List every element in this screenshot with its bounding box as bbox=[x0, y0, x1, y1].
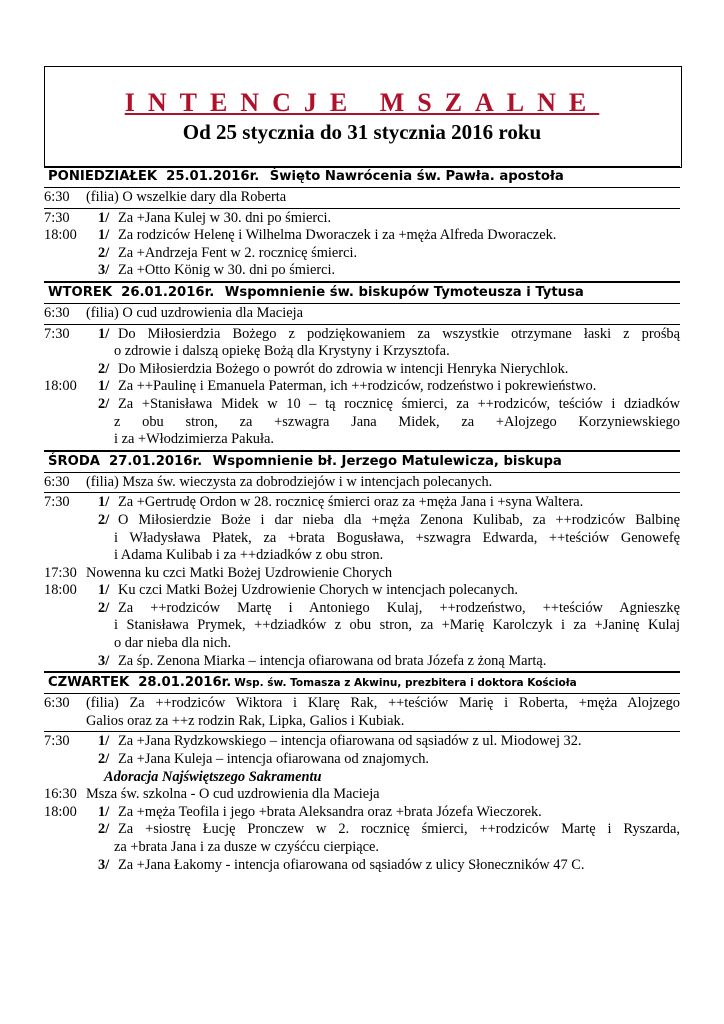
intention-text: o zdrowie i dalszą opiekę Bożą dla Krystyny i Krzysztofa. bbox=[114, 343, 450, 360]
intention-line bbox=[44, 396, 680, 414]
intention-number: 1/ bbox=[98, 378, 110, 395]
day-date: 25.01.2016r. bbox=[166, 169, 260, 184]
day-date: 26.01.2016r. bbox=[121, 284, 215, 300]
mass-time: 6:30 bbox=[44, 304, 70, 321]
intention-text: Za +siostrę Łucję Pronczew w 2. rocznicę śmierci, ++rodziców Martę i Ryszarda, bbox=[118, 821, 680, 838]
intention-text: Za śp. Zenona Miarka – intencja ofiarowana od brata Józefa z żoną Martą. bbox=[118, 652, 547, 669]
mass-time: 6:30 bbox=[44, 189, 70, 205]
mass-time: 16:30 bbox=[44, 786, 77, 803]
intention-text: (filia) O cud uzdrowienia dla Macieja bbox=[86, 304, 303, 321]
page-title: INTENCJE MSZALNE bbox=[124, 88, 600, 117]
intention-text: O Miłosierdzie Boże i dar nieba dla +męża Zenona Kulibab, za ++rodziców Balbinę bbox=[118, 511, 680, 528]
intention-text: za +brata Jana i za dusze w czyśćcu cierpiące. bbox=[114, 839, 379, 855]
day-name: ŚRODA bbox=[48, 453, 101, 469]
intention-number: 2/ bbox=[98, 821, 110, 838]
intention-line bbox=[44, 227, 680, 245]
intention-number: 3/ bbox=[98, 652, 110, 669]
intention-block bbox=[44, 493, 680, 672]
mass-time: 6:30 bbox=[44, 695, 70, 712]
intention-line bbox=[44, 378, 680, 396]
mass-intentions-schedule bbox=[44, 166, 680, 875]
intention-text: Za +Jana Rydzkowskiego – intencja ofiarowana od sąsiadów z ul. Miodowej 32. bbox=[118, 733, 582, 750]
day-name: PONIEDZIAŁEK bbox=[48, 169, 158, 184]
intention-line bbox=[44, 512, 680, 530]
intention-number: 2/ bbox=[98, 599, 110, 616]
mass-time: 18:00 bbox=[44, 227, 77, 244]
intention-line bbox=[44, 262, 680, 280]
intention-text: Ku czci Matki Bożej Uzdrowienie Chorych w intencjach polecanych. bbox=[118, 582, 518, 599]
intention-text: Za +Jana Kulej w 30. dni po śmierci. bbox=[118, 209, 332, 226]
intention-line bbox=[44, 713, 680, 731]
intention-number: 2/ bbox=[98, 751, 110, 768]
intention-line bbox=[44, 414, 680, 432]
intention-number: 2/ bbox=[98, 395, 110, 412]
mass-time: 18:00 bbox=[44, 378, 77, 395]
page-subtitle: Od 25 stycznia do 31 stycznia 2016 roku bbox=[182, 120, 542, 144]
intention-text: Za +Stanisława Midek w 10 – tą rocznicę śmierci, za ++rodziców, teściów i dziadków bbox=[118, 395, 680, 412]
intention-text: (filia) Msza św. wieczysta za dobrodziejów i w intencjach polecanych. bbox=[86, 473, 493, 490]
day-header bbox=[44, 672, 680, 694]
mass-time: 18:00 bbox=[44, 803, 77, 820]
intention-text: i za +Włodzimierza Pakuła. bbox=[114, 431, 274, 448]
intention-line bbox=[44, 839, 680, 857]
intention-block bbox=[44, 209, 680, 282]
intention-text: (filia) Za ++rodziców Wiktora i Klarę Rak, ++teściów Marię i Roberta, +męża Alojzego bbox=[86, 695, 680, 712]
intention-text: (filia) O wszelkie dary dla Roberta bbox=[86, 189, 287, 205]
intention-text: Za ++Paulinę i Emanuela Paterman, ich ++rodziców, rodzeństwo i pokrewieństwo. bbox=[118, 378, 597, 395]
day-feast: Wspomnienie bł. Jerzego Matulewicza, biskupa bbox=[208, 453, 562, 469]
intention-text: Za +Gertrudę Ordon w 28. rocznicę śmierci oraz za +męża Jana i +syna Waltera. bbox=[118, 494, 584, 511]
intention-text: Do Miłosierdzia Bożego z podziękowaniem za wszystkie otrzymane łaski z prośbą bbox=[118, 325, 680, 342]
intention-line bbox=[44, 565, 680, 583]
adoration-heading: Adoracja Najświętszego Sakramentu bbox=[104, 768, 322, 785]
intention-number: 2/ bbox=[98, 244, 110, 261]
intention-text: Galios oraz za ++z rodzin Rak, Lipka, Galios i Kubiak. bbox=[86, 712, 405, 729]
intention-line bbox=[44, 210, 680, 228]
intention-number: 1/ bbox=[98, 227, 110, 244]
intention-line bbox=[44, 600, 680, 618]
intention-number: 1/ bbox=[98, 582, 110, 599]
intention-number: 1/ bbox=[98, 494, 110, 511]
intention-text: i Władysława Płatek, za +brata Bogusława, +szwagra Edwarda, ++teściów Genowefę bbox=[114, 529, 680, 546]
intention-text: Nowenna ku czci Matki Bożej Uzdrowienie Chorych bbox=[86, 564, 393, 581]
intention-number: 1/ bbox=[98, 733, 110, 750]
intention-block bbox=[44, 304, 680, 325]
day-date: 27.01.2016r. bbox=[109, 453, 203, 469]
intention-text: Za +męża Teofila i jego +brata Aleksandra oraz +brata Józefa Wieczorek. bbox=[118, 803, 542, 820]
intention-line bbox=[44, 530, 680, 548]
intention-line bbox=[44, 769, 680, 787]
intention-line bbox=[44, 804, 680, 822]
mass-time: 18:00 bbox=[44, 582, 77, 599]
intention-text: i Adama Kulibab i za ++dziadków z obu stron. bbox=[114, 547, 384, 564]
intention-number: 3/ bbox=[98, 856, 110, 873]
intention-number: 1/ bbox=[98, 803, 110, 820]
day-header bbox=[44, 166, 680, 188]
intention-line bbox=[44, 635, 680, 653]
intention-line bbox=[44, 474, 680, 492]
intention-line bbox=[44, 343, 680, 361]
intention-text: Za +Andrzeja Fent w 2. rocznicę śmierci. bbox=[118, 244, 358, 261]
day-name: CZWARTEK bbox=[48, 675, 130, 691]
intention-line bbox=[44, 326, 680, 344]
intention-text: o dar nieba dla nich. bbox=[114, 635, 232, 652]
intention-number: 1/ bbox=[98, 209, 110, 226]
intention-line bbox=[44, 494, 680, 512]
day-header bbox=[44, 451, 680, 473]
intention-line bbox=[44, 751, 680, 769]
mass-time: 17:30 bbox=[44, 564, 77, 581]
intention-text: i Stanisława Prymek, ++dziadków z obu stron, za +Marię Karolczyk i za +Janinę Kulaj bbox=[114, 617, 680, 634]
mass-time: 7:30 bbox=[44, 325, 70, 342]
mass-time: 7:30 bbox=[44, 209, 70, 226]
intention-text: z obu stron, za +szwagra Jana Midek, za +Alojzego Korzyniewskiego bbox=[114, 413, 680, 430]
intention-number: 2/ bbox=[98, 360, 110, 377]
intention-text: Za ++rodziców Martę i Antoniego Kulaj, ++rodzeństwo, ++teściów Agnieszkę bbox=[118, 599, 680, 616]
intention-line bbox=[44, 653, 680, 671]
intention-block bbox=[44, 325, 680, 451]
day-header bbox=[44, 282, 680, 304]
mass-time: 6:30 bbox=[44, 473, 70, 490]
intention-line bbox=[44, 245, 680, 263]
intention-line bbox=[44, 582, 680, 600]
intention-line bbox=[44, 431, 680, 449]
intention-block bbox=[44, 694, 680, 732]
intention-text: Za +Otto König w 30. dni po śmierci. bbox=[118, 262, 336, 279]
intention-line bbox=[44, 821, 680, 839]
day-feast: Święto Nawrócenia św. Pawła. apostoła bbox=[265, 169, 564, 184]
intention-line bbox=[44, 189, 680, 207]
intention-block bbox=[44, 732, 680, 875]
intention-text: Msza św. szkolna - O cud uzdrowienia dla Macieja bbox=[86, 786, 380, 803]
intention-text: Za rodziców Helenę i Wilhelma Dworaczek i za +męża Alfreda Dworaczek. bbox=[118, 227, 557, 244]
intention-line bbox=[44, 547, 680, 565]
mass-time: 7:30 bbox=[44, 494, 70, 511]
intention-line bbox=[44, 617, 680, 635]
intention-line bbox=[44, 857, 680, 875]
mass-time: 7:30 bbox=[44, 733, 70, 750]
intention-text: Za +Jana Łakomy - intencja ofiarowana od sąsiadów z ulicy Słoneczników 47 C. bbox=[118, 856, 585, 873]
intention-block bbox=[44, 473, 680, 494]
day-feast: Wsp. św. Tomasza z Akwinu, prezbitera i doktora Kościoła bbox=[234, 677, 577, 690]
intention-text: Za +Jana Kuleja – intencja ofiarowana od znajomych. bbox=[118, 751, 429, 768]
intention-block bbox=[44, 188, 680, 209]
intention-number: 2/ bbox=[98, 511, 110, 528]
intention-line bbox=[44, 786, 680, 804]
intention-text: Do Miłosierdzia Bożego o powrót do zdrowia w intencji Henryka Nierychlok. bbox=[118, 360, 569, 377]
day-date: 28.01.2016r. bbox=[138, 675, 232, 691]
day-feast: Wspomnienie św. biskupów Tymoteusza i Tytusa bbox=[220, 284, 584, 300]
day-name: WTOREK bbox=[48, 284, 113, 300]
intention-line bbox=[44, 733, 680, 751]
intention-number: 3/ bbox=[98, 262, 110, 279]
intention-line bbox=[44, 305, 680, 323]
intention-line bbox=[44, 361, 680, 379]
intention-line bbox=[44, 695, 680, 713]
intention-number: 1/ bbox=[98, 325, 110, 342]
